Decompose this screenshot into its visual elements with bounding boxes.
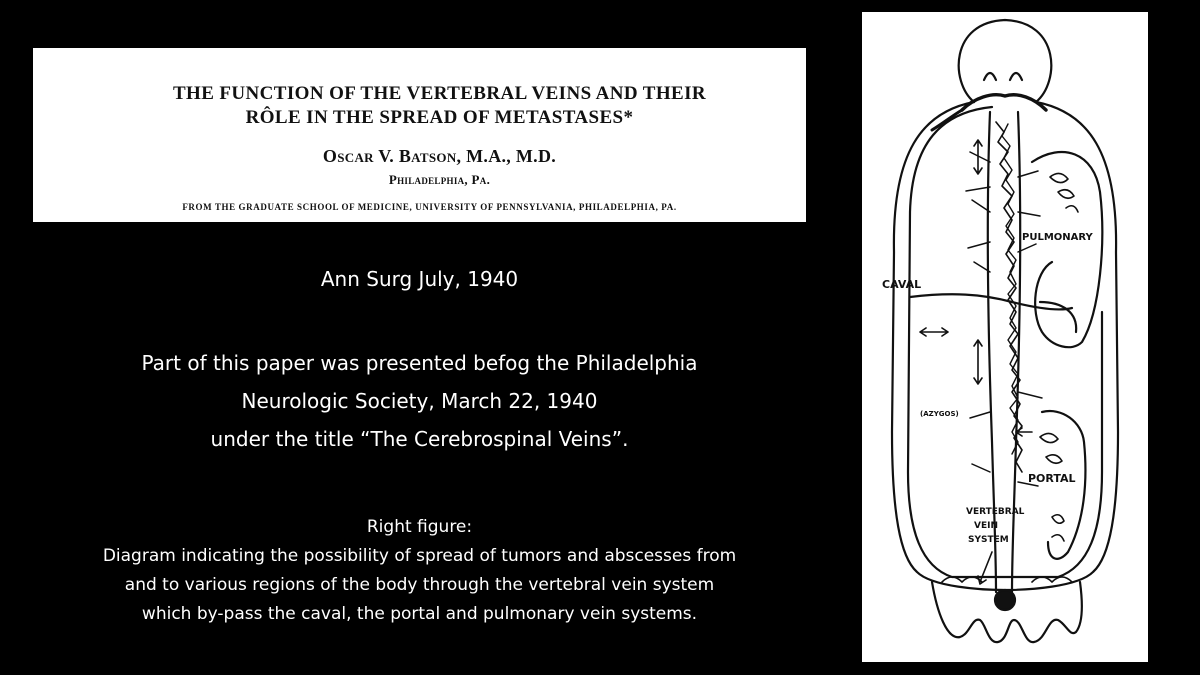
label-pulmonary: PULMONARY	[1022, 232, 1093, 243]
vein-diagram	[862, 12, 1148, 662]
presented-line-3: under the title “The Cerebrospinal Veins”.	[210, 427, 629, 451]
label-portal: PORTAL	[1028, 472, 1076, 485]
label-caval: CAVAL	[882, 278, 922, 291]
paper-affiliation: FROM THE GRADUATE SCHOOL OF MEDICINE, UNIVERSITY OF PENNSYLVANIA, PHILADELPHIA, PA.	[182, 202, 677, 212]
cranial-sinus	[962, 95, 1046, 110]
lung-vessels	[1050, 173, 1078, 212]
head-outline	[959, 20, 1052, 102]
sacral-plexus	[995, 590, 1015, 610]
figure-caption	[33, 513, 806, 629]
presented-note	[33, 344, 806, 458]
side-branches	[966, 152, 1042, 486]
caption-line-2: and to various regions of the body through the vertebral vein system	[124, 575, 715, 595]
presented-line-2: Neurologic Society, March 22, 1940	[241, 389, 598, 413]
paper-header	[33, 48, 806, 222]
label-vertebral-1: VERTEBRAL	[966, 507, 1025, 517]
paper-title	[33, 82, 806, 130]
portal-vessels	[1040, 433, 1064, 541]
eye-right	[1010, 73, 1022, 80]
presented-line-1: Part of this paper was presented befog the Philadelphia	[141, 351, 698, 375]
label-vertebral-2: VEIN	[974, 521, 998, 531]
pulmonary-loop	[1040, 302, 1076, 332]
caption-heading: Right figure:	[366, 517, 473, 537]
caption-line-3: which by-pass the caval, the portal and pulmonary vein systems.	[141, 604, 698, 624]
vertebral-column-left	[988, 112, 996, 592]
paper-title-line-2: RÔLE IN THE SPREAD OF METASTASES*	[245, 107, 634, 128]
jugular-vein	[932, 110, 962, 130]
eye-left	[984, 73, 996, 80]
caption-line-1: Diagram indicating the possibility of spread of tumors and abscesses from	[102, 546, 737, 566]
label-azygos: (AZYGOS)	[920, 410, 959, 418]
citation: Ann Surg July, 1940	[320, 267, 519, 291]
pulmonary-vein	[1032, 152, 1102, 347]
vein-diagram-figure	[862, 12, 1148, 662]
paper-author: Oscar V. Batson, M.A., M.D.	[322, 146, 557, 166]
label-vertebral-3: SYSTEM	[968, 535, 1009, 545]
paper-title-line-1: THE FUNCTION OF THE VERTEBRAL VEINS AND THEIR	[172, 83, 707, 104]
paper-place: Philadelphia, Pa.	[388, 172, 491, 187]
